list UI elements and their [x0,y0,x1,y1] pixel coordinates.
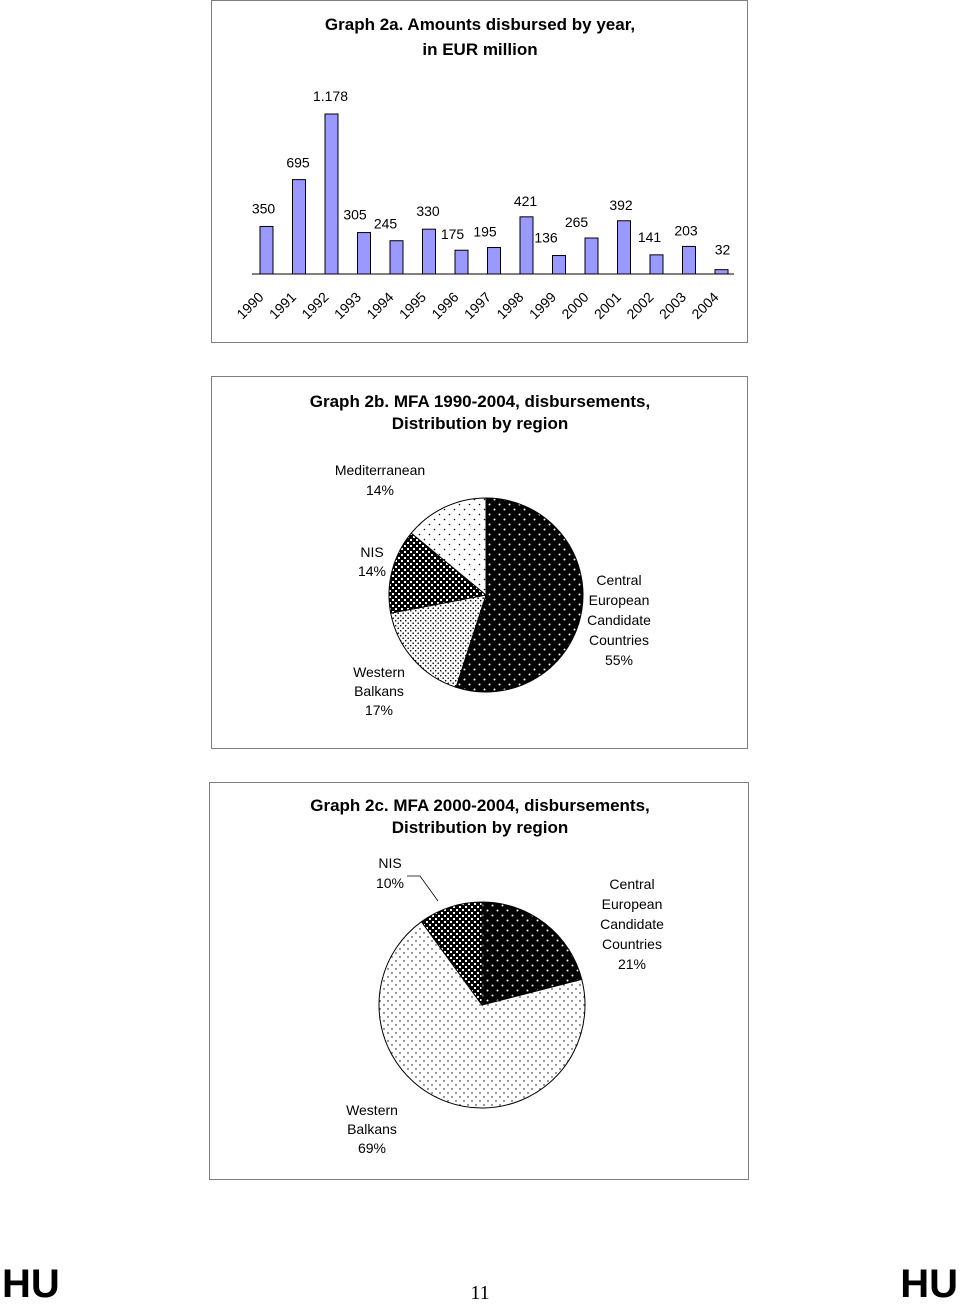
data-label-1991: 695 [286,154,310,171]
tick-label-1993: 1993 [330,288,365,323]
data-label-2001: 392 [609,196,633,213]
tick-label-1990: 1990 [233,288,267,323]
chart-title: Graph 2a. Amounts disbursed by year, [324,15,636,34]
bar-1998 [520,217,533,274]
data-label-1995: 330 [416,203,440,220]
chart-subtitle: in EUR million [422,40,538,59]
bar-2003 [683,246,696,274]
bar-1993 [358,233,371,274]
tick-label-1996: 1996 [428,288,462,323]
data-label-1990: 350 [251,200,276,217]
tick-label-1991: 1991 [265,288,300,323]
tick-label-1997: 1997 [460,288,495,323]
tick-label-1992: 1992 [298,288,332,323]
data-label-2004: 32 [714,241,731,258]
footer-country-code-left: HU [2,1262,60,1306]
bar-1999 [553,256,566,274]
pie-leader-lines [407,876,438,901]
bar-1991 [293,180,306,274]
data-label-1992: 1.178 [312,88,349,104]
pie-chart-2000-2004 [210,783,750,1181]
data-label-2002: 141 [637,228,662,245]
pie-chart-panel-2000-2004 [209,782,749,1180]
tick-label-1995: 1995 [395,288,430,323]
tick-label-1994: 1994 [363,288,397,323]
tick-label-1999: 1999 [525,288,560,323]
footer-country-code-right: HU [900,1262,958,1306]
bar-1994 [390,241,403,274]
bar-1992 [325,114,338,274]
bar-chart-panel [211,0,748,343]
slice-label-western-balkans: Western Balkans 69% [346,1102,398,1156]
bar-1997 [488,248,501,274]
bar-chart [212,1,749,344]
chart-title: Graph 2c. MFA 2000-2004, disbursements, [310,796,650,815]
chart-subtitle: Distribution by region [391,414,569,433]
bar-series [233,88,730,322]
slice-label-western-balkans: Western Balkans 17% [353,664,405,718]
tick-label-2000: 2000 [558,288,592,323]
data-label-1993: 305 [343,206,367,223]
page-number: 11 [470,1282,490,1304]
bar-2004 [715,270,728,274]
bar-2000 [585,238,598,274]
pie-chart-panel-1990-2004 [211,376,748,749]
tick-label-2002: 2002 [623,288,657,323]
bar-1996 [455,250,468,274]
tick-label-2003: 2003 [655,288,690,323]
slice-label-central-european: Central European Candidate Countries 55% [587,572,651,668]
slice-label-mediterranean: Mediterranean 14% [334,462,426,498]
chart-title: Graph 2b. MFA 1990-2004, disbursements, [309,392,651,411]
data-label-1997: 195 [473,223,497,240]
data-label-1996: 175 [440,226,465,243]
bar-2001 [618,221,631,274]
tick-label-1998: 1998 [493,288,527,323]
data-label-2000: 265 [564,214,589,231]
data-label-1999: 136 [534,229,558,246]
bar-1990 [260,226,273,274]
bar-2002 [650,255,663,274]
tick-label-2004: 2004 [688,288,722,323]
data-label-2003: 203 [674,222,698,239]
tick-label-2001: 2001 [590,288,625,323]
pie-slices [389,498,583,692]
slice-label-nis: NIS 10% [375,855,405,891]
data-label-1994: 245 [373,215,398,232]
chart-subtitle: Distribution by region [391,818,569,837]
leader-line-nis [407,876,438,901]
bar-1995 [423,229,436,274]
pie-chart-1990-2004 [212,377,749,750]
pie-slices [379,902,585,1108]
slice-label-nis: NIS 14% [357,544,387,579]
slice-label-central-european: Central European Candidate Countries 21% [600,876,664,972]
data-label-1998: 421 [513,192,538,209]
